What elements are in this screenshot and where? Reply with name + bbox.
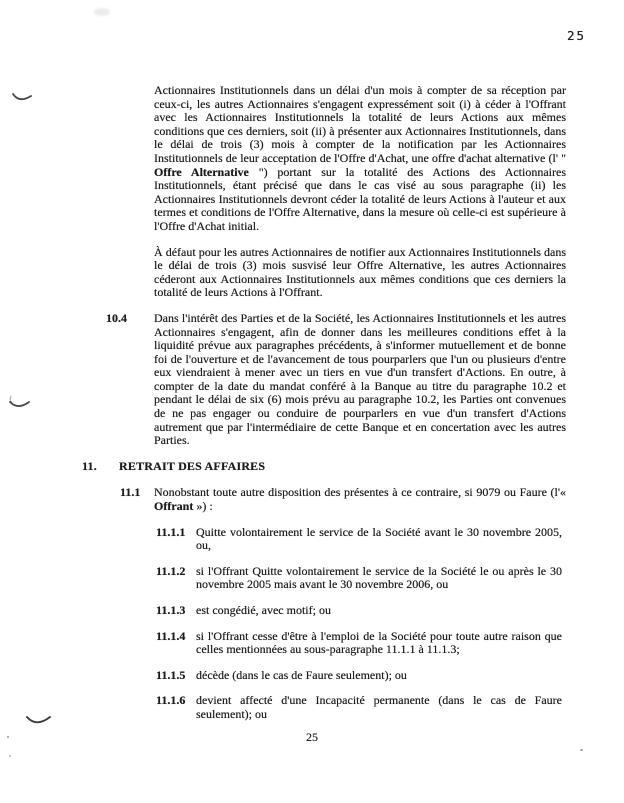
scan-smudge	[94, 8, 110, 16]
clause-text	[154, 486, 566, 513]
subclause-number: 11.1.6	[156, 693, 186, 708]
subclause-11-1-2	[0, 565, 624, 592]
subclause-11-1-3	[0, 604, 624, 618]
clause-11-1	[0, 486, 624, 513]
subclause-text: décède (dans le cas de Faure seulement); ou	[196, 667, 407, 682]
subclause-number: 11.1.4	[156, 628, 186, 643]
section-title: RETRAIT DES AFFAIRES	[119, 458, 266, 473]
paragraph-offre-achat-continuation	[154, 84, 566, 234]
subclause-text: est congédié, avec motif; ou	[196, 603, 331, 617]
paragraph-text: Nonobstant toute autre disposition des présentes à ce contraire, si 9079 ou Faure (l'«	[154, 485, 566, 500]
subclause-text: devient affecté d'une Incapacité permanente (dans le cas de Faure seulement); ou	[196, 693, 562, 721]
scan-speck	[580, 749, 583, 751]
subclause-text: si l'Offrant cesse d'être à l'emploi de la Société pour toute autre raison que celles mentionnées au sous-paragraphe 11.1.1 à 11.1.3;	[196, 628, 562, 657]
paragraph-text: ») :	[193, 499, 213, 514]
subclause-number: 11.1.3	[156, 603, 186, 617]
page-number-top: 25	[567, 28, 587, 43]
paragraph-text: Actionnaires Institutionnels dans un délai d'un mois à compter de sa réception par ceux-ci, les autres Actionnaires s'engagent expressément soit (i) à céder à l'Offrant avec les Actionnaires Institutionnels la totalité de leurs Actions aux mêmes conditions que ces derniers, soit (ii) à présenter aux Actionnaires Institutionnels, dans le délai de trois (3) mois à compter de la notification par les Actionnaires Institutionnels de leur acceptation de l'Offre d'Achat, une offre d'achat alternative (l' "	[154, 83, 566, 165]
subclause-number: 11.1.5	[156, 667, 186, 682]
subclause-11-1-5	[0, 669, 624, 683]
subclause-11-1-1	[0, 526, 624, 553]
subclause-number: 11.1.2	[156, 563, 186, 578]
subclause-text: Quitte volontairement le service de la Société avant le 30 novembre 2005, ou,	[196, 524, 562, 553]
section-11-heading	[0, 460, 624, 474]
contract-body	[0, 84, 624, 734]
subclause-11-1-4	[0, 630, 624, 657]
defined-term-offre-alternative: Offre Alternative	[154, 164, 249, 179]
page-number-bottom: 25	[306, 730, 318, 744]
scan-speck	[9, 755, 11, 757]
subclause-11-1-6	[0, 694, 624, 721]
paragraph-defaut-notification: À défaut pour les autres Actionnaires de notifier aux Actionnaires Institutionnels dans le délai de trois (3) mois susvisé leur Offre Alternative, les autres Actionnaires céderont aux Actionnaires Institutionnels aux mêmes conditions que ces derniers la totalité de leurs Actions à l'Offrant.	[154, 244, 566, 300]
clause-text: Dans l'intérêt des Parties et de la Société, les Actionnaires Institutionnels et les autres Actionnaires s'engagent, afin de donner dans les meilleures conditions effet à la liquidité prévue aux paragraphes précédents, à s'informer mutuellement et de bonne foi de l'ouverture et de l'avancement de tous pourparlers que l'un ou plusieurs d'entre eux viendraient à mener avec un tiers en vue d'un transfert d'Actions. En outre, à compter de la date du mandat conféré à la Banque au titre du paragraphe 10.2 et pendant le délai de six (6) mois prévu au paragraphe 10.2, les Parties ont convenues de ne pas engager ou conduire de pourparlers en vue d'un transfert d'Actions autrement que par l'intermédiaire de cette Banque et en concertation avec les autres Parties.	[154, 310, 566, 448]
subclause-number: 11.1.1	[156, 524, 186, 539]
clause-10-4	[0, 312, 624, 448]
clause-number: 11.1	[120, 485, 141, 500]
paragraph-text: ") portant sur la totalité des Actions des Actionnaires Institutionnels, étant précisé que dans le cas visé au sous paragraphe (ii) les Actionnaires Institutionnels devront céder la totalité de leurs Actions à l'auteur et aux termes et conditions de l'Offre Alternative, dans la mesure où celle-ci est supérieure à l'Offre d'Achat initial.	[154, 164, 567, 233]
defined-term-offrant: Offrant	[154, 499, 194, 514]
subclause-text: si l'Offrant Quitte volontairement le service de la Société le ou après le 30 novembre 2005 mais avant le 30 novembre 2006, ou	[196, 563, 562, 592]
section-number: 11.	[82, 458, 97, 473]
clause-number: 10.4	[106, 310, 127, 325]
